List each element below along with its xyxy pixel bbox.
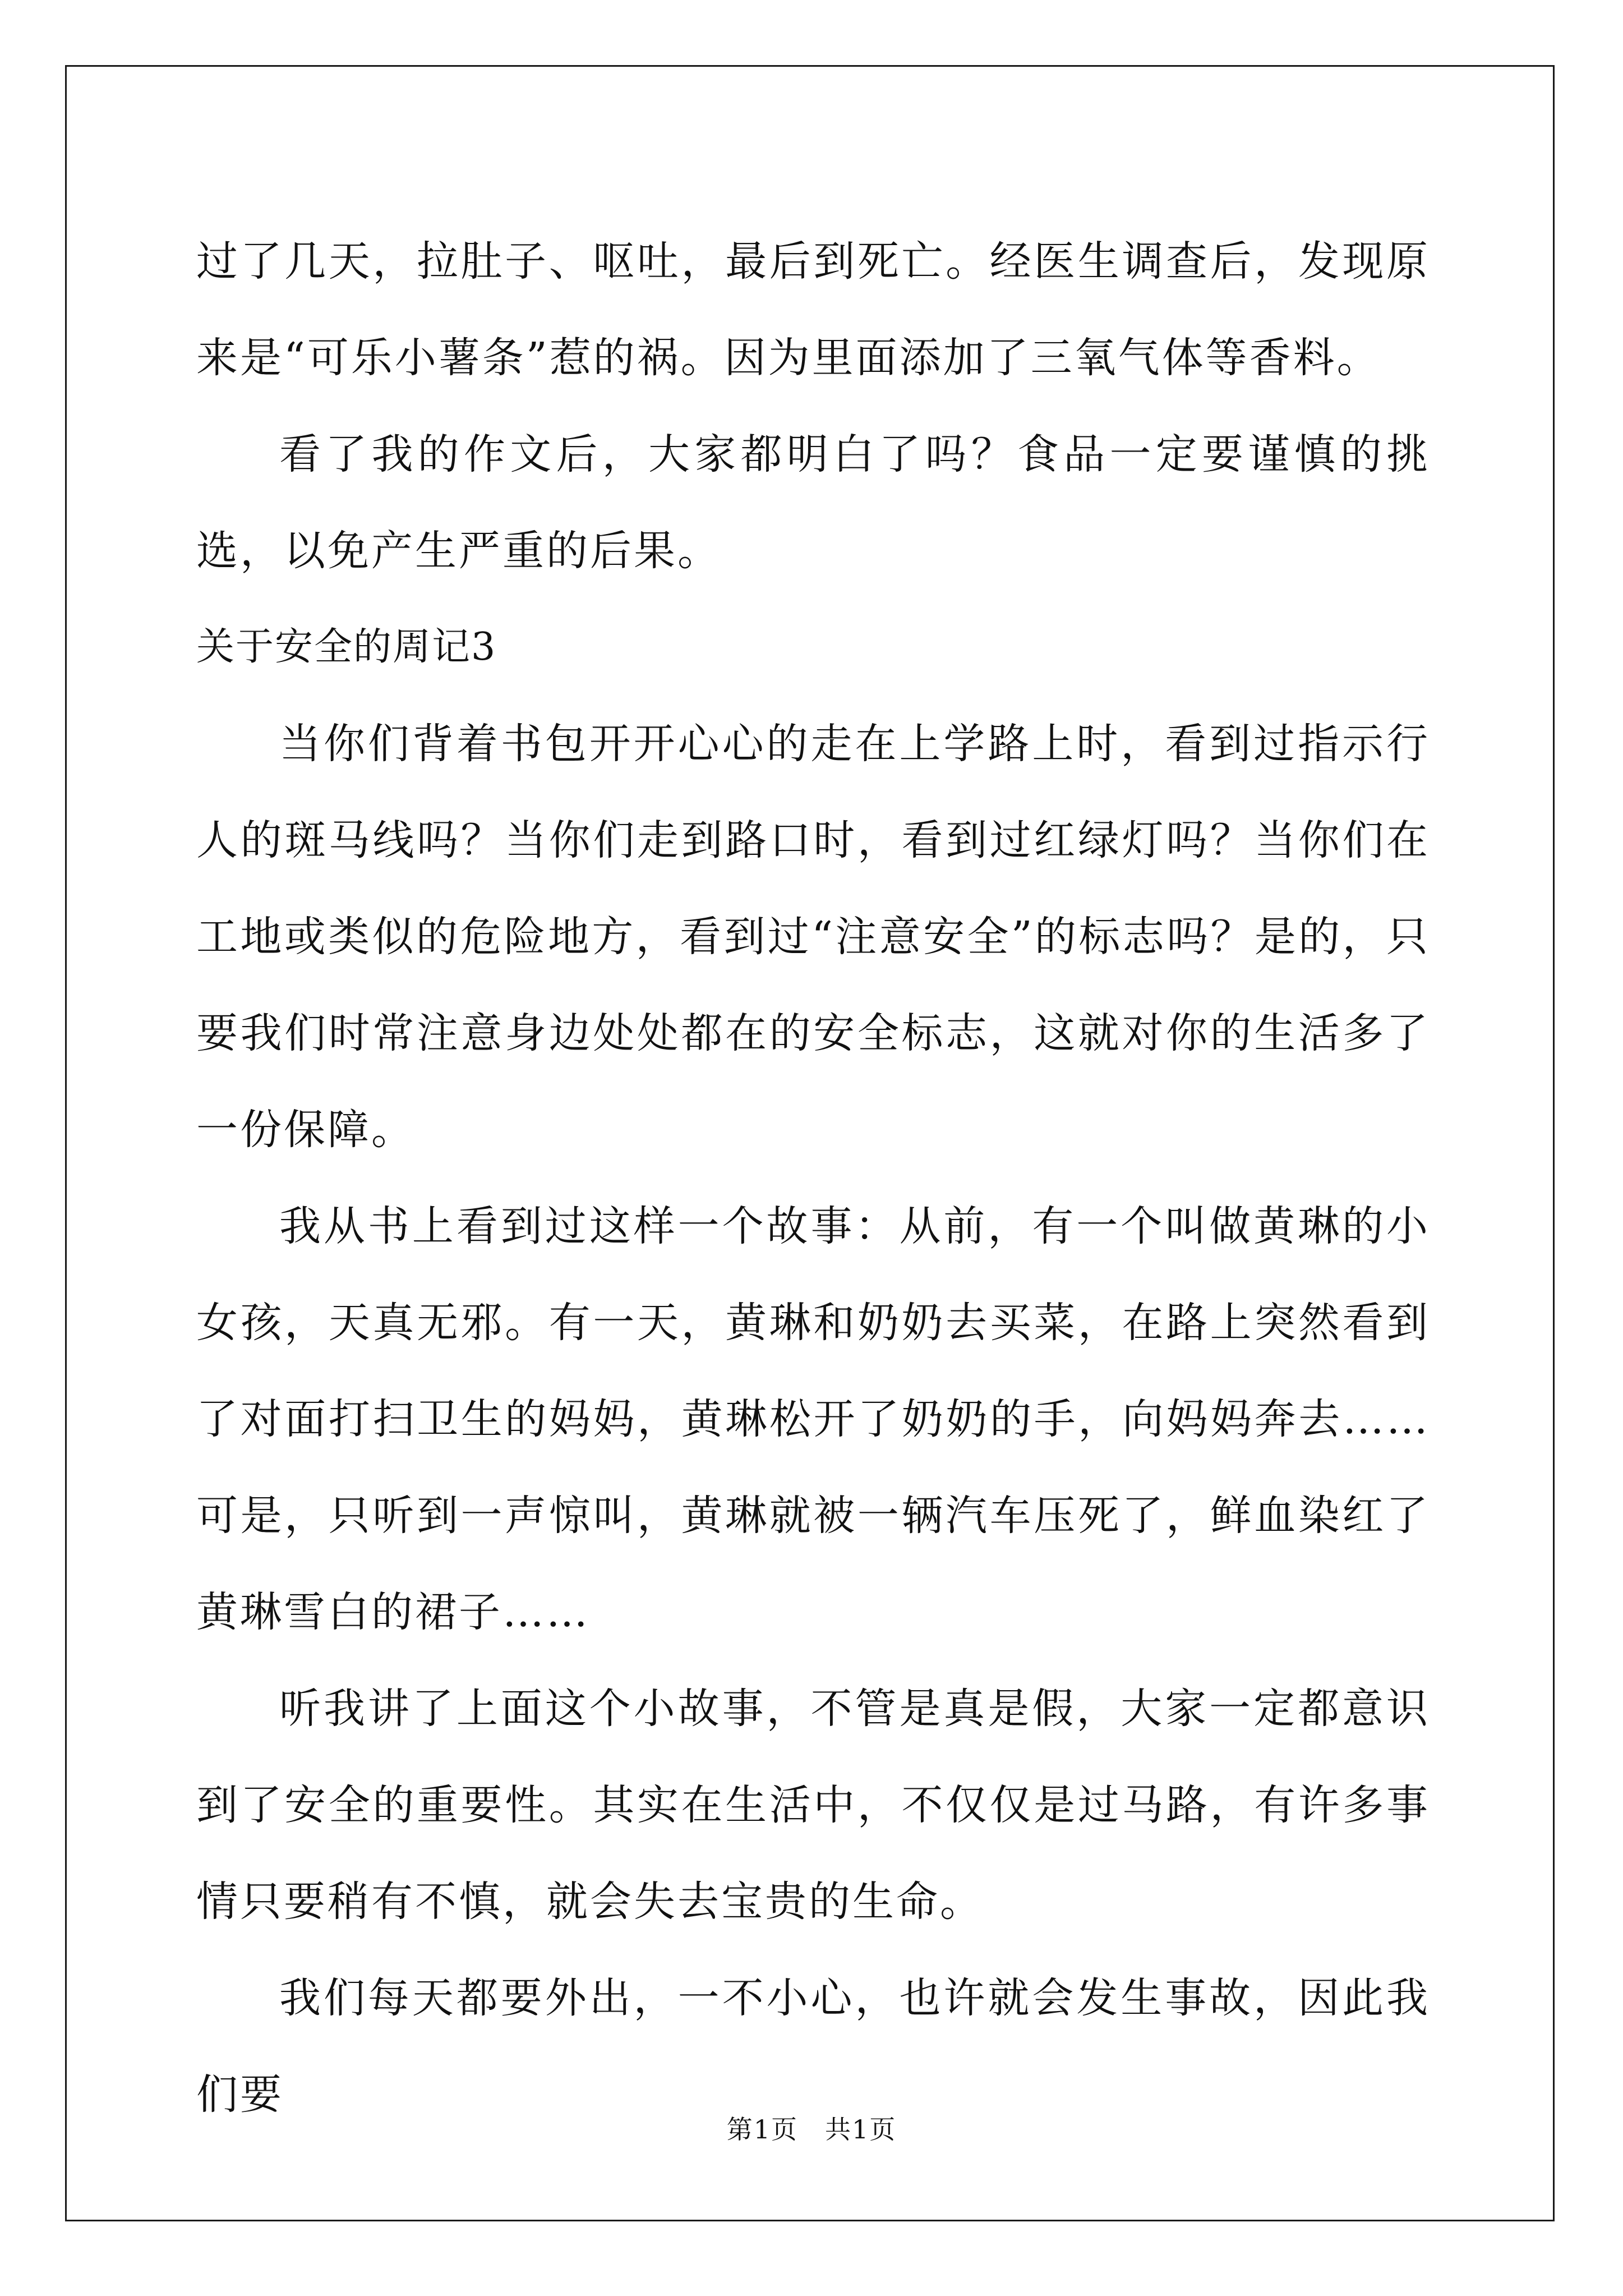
section-paragraph-3: 听我讲了上面这个小故事，不管是真是假，大家一定都意识到了安全的重要性。其实在生活中，不仅仅是过马路，有许多事情只要稍有不慎，就会失去宝贵的生命。 bbox=[196, 1685, 1430, 1926]
paragraph-1: 过了几天，拉肚子、呕吐，最后到死亡。经医生调查后，发现原来是“可乐小薯条”惹的祸。因为里面添加了三氧气体等香料。 bbox=[196, 237, 1430, 382]
section-paragraph-4: 我们每天都要外出，一不小心，也许就会发生事故，因此我们要 bbox=[196, 1974, 1430, 2119]
section-title: 关于安全的周记3 bbox=[196, 625, 497, 669]
page-number-footer: 第1页 共1页 bbox=[726, 2114, 897, 2145]
section-paragraph-1: 当你们背着书包开开心心的走在上学路上时，看到过指示行人的斑马线吗？当你们走到路口时，看到过红绿灯吗？当你们在工地或类似的危险地方，看到过“注意安全”的标志吗？是的，只要我们时常注意身边处处都在的安全标志，这就对你的生活多了一份保障。 bbox=[196, 720, 1430, 1154]
section-paragraph-2: 我从书上看到过这样一个故事：从前，有一个叫做黄琳的小女孩，天真无邪。有一天，黄琳和奶奶去买菜，在路上突然看到了对面打扫卫生的妈妈，黄琳松开了奶奶的手，向妈妈奔去……可是，只听到一声惊叫，黄琳就被一辆汽车压死了，鲜血染红了黄琳雪白的裙子…… bbox=[196, 1202, 1430, 1636]
document-body bbox=[196, 213, 1430, 2143]
paragraph-2: 看了我的作文后，大家都明白了吗？食品一定要谨慎的挑选，以免产生严重的后果。 bbox=[196, 430, 1430, 575]
